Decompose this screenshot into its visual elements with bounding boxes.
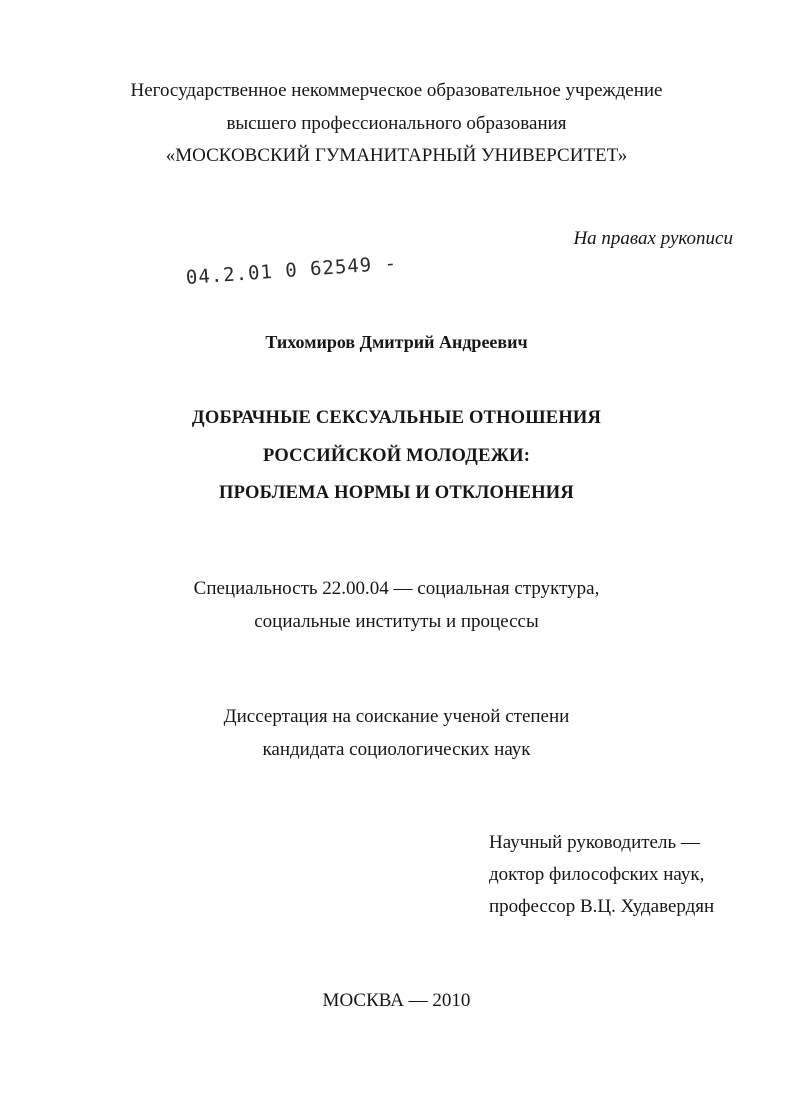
author-name: Тихомиров Дмитрий Андреевич: [265, 332, 528, 352]
degree-line-2: кандидата социологических наук: [262, 739, 531, 760]
manuscript-note: На правах рукописи: [573, 228, 733, 249]
registration-stamp: 04.2.01 0 62549 -: [185, 252, 398, 289]
specialty-line-1: Специальность 22.00.04 — социальная структура,: [193, 578, 600, 599]
supervisor-name: профессор В.Ц. Худавердян: [489, 896, 715, 917]
title-line-2: РОССИЙСКОЙ МОЛОДЕЖИ:: [262, 446, 531, 466]
city-year: МОСКВА — 2010: [322, 990, 471, 1011]
institution-name: «МОСКОВСКИЙ ГУМАНИТАРНЫЙ УНИВЕРСИТЕТ»: [165, 145, 628, 166]
title-line-3: ПРОБЛЕМА НОРМЫ И ОТКЛОНЕНИЯ: [219, 483, 574, 503]
degree-line-1: Диссертация на соискание ученой степени: [223, 706, 570, 727]
supervisor-label: Научный руководитель —: [489, 832, 700, 853]
supervisor-degree: доктор философских наук,: [489, 864, 705, 885]
institution-line-1: Негосударственное некоммерческое образовательное учреждение: [130, 80, 663, 101]
title-line-1: ДОБРАЧНЫЕ СЕКСУАЛЬНЫЕ ОТНОШЕНИЯ: [191, 408, 602, 428]
institution-line-2: высшего профессионального образования: [226, 113, 567, 134]
specialty-line-2: социальные институты и процессы: [254, 611, 539, 632]
